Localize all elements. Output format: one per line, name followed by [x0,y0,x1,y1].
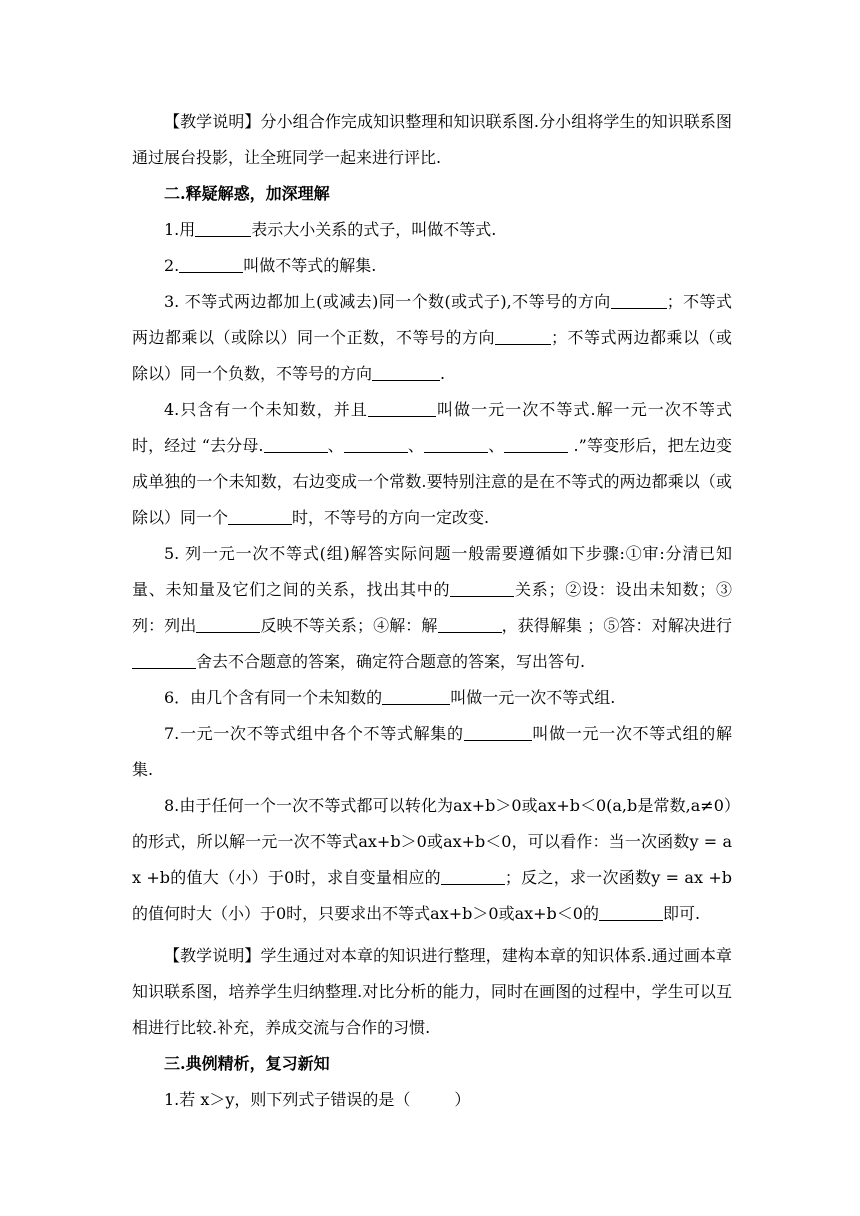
question-1 [132,212,732,248]
document-page [132,0,732,1118]
text: 3. 不等式两边都加上(或减去)同一个数(或式子),不等号的方向 [164,292,611,311]
text: 叫做一元一次不等式.解一元一次不等式时，经过 “去分母. [132,400,732,455]
blank [228,506,292,525]
question-4 [132,392,732,536]
text: 1.若 x＞y，则下列式子错误的是（ [164,1090,411,1109]
note-prefix: 【教学说明】 [164,946,261,965]
text: 即可. [662,904,701,923]
note-text: 学生通过对本章的知识进行整理，建构本章的知识体系.通过画本章知识联系图，培养学生归纳整理.对比分析的能力，同时在画图的过程中，学生可以互相进行比较.补充，养成交流与合作的习惯. [132,946,732,1037]
text: ；不等式两边都乘以（或除以）同一个负数，不等号的方向 [132,328,732,383]
text: ） [454,1090,471,1109]
blank [441,866,505,885]
section-title-2: 二.释疑解惑，加深理解 [164,184,330,203]
text: 、 [327,436,344,455]
text: 5. 列一元一次不等式(组)解答实际问题一般需要遵循如下步骤:①审:分清已知量、未知量及它们之间的关系，找出其中的 [132,544,732,599]
text: ；反之，求一次函数y = ax +b的值何时大（小）于0时，只要求出不等式ax+b＞0或ax+b＜0的 [132,868,732,923]
text: 时，不等号的方向一定改变. [292,508,490,527]
question-3 [132,284,732,392]
question-2 [132,248,732,284]
text: 舍去不合题意的答案，确定符合题意的答案，写出答句. [196,652,586,671]
text: 、 [407,436,425,455]
blank [195,218,251,237]
example-1 [132,1082,732,1118]
question-6 [132,680,732,716]
text: 叫做一元一次不等式组. [450,688,616,707]
blank [495,326,551,345]
blank [264,434,328,453]
text: 1.用 [164,220,196,239]
question-8 [132,788,732,932]
text: . [440,364,446,383]
text: 4.只含有一个未知数，并且 [164,400,368,419]
blank [599,902,663,921]
text: ，获得解集 ；⑤答：对解决进行 [501,616,732,635]
blank [611,290,667,309]
question-5 [132,536,732,680]
blank [179,254,243,273]
text: 6．由几个含有同一个未知数的 [164,688,383,707]
blank [368,398,436,417]
text: 反映不等关系；④解：解 [260,616,438,635]
blank [424,434,488,453]
text: 表示大小关系的式子，叫做不等式. [251,220,497,239]
text: 2. [164,256,180,275]
text: 关系；②设：设出未知数；③列：列出 [132,580,732,635]
blank [382,686,450,705]
question-7 [132,716,732,788]
blank [450,578,514,597]
section-title-3: 三.典例精析，复习新知 [164,1054,330,1073]
blank [344,434,408,453]
blank [464,722,532,741]
blank [372,362,440,381]
text: 叫做一元一次不等式组的解集. [132,724,732,779]
text: .”等变形后，把左边变成单独的一个未知数，右边变成一个常数.要特别注意的是在不等式的两边都乘以（或除以）同一个 [132,436,732,527]
text: 叫做不等式的解集. [243,256,377,275]
blank [132,650,196,669]
blank [504,434,568,453]
note-prefix: 【教学说明】 [164,112,261,131]
blank [196,614,260,633]
text: 8.由于任何一个一次不等式都可以转化为ax+b＞0或ax+b＜0(a,b是常数,a≠0）的形式，所以解一元一次不等式ax+b＞0或ax+b＜0，可以看作：当一次函数y = ax +b的值大（小）于0时，求自变量相应的 [132,796,732,887]
text: 、 [488,436,505,455]
text: ；不等式两边都乘以（或除以）同一个正数，不等号的方向 [132,292,732,347]
teaching-note-1 [132,104,732,176]
text: 7.一元一次不等式组中各个不等式解集的 [164,724,464,743]
teaching-note-2 [132,938,732,1046]
note-text: 分小组合作完成知识整理和知识联系图.分小组将学生的知识联系图通过展台投影，让全班同学一起来进行评比. [132,112,732,167]
blank [438,614,502,633]
